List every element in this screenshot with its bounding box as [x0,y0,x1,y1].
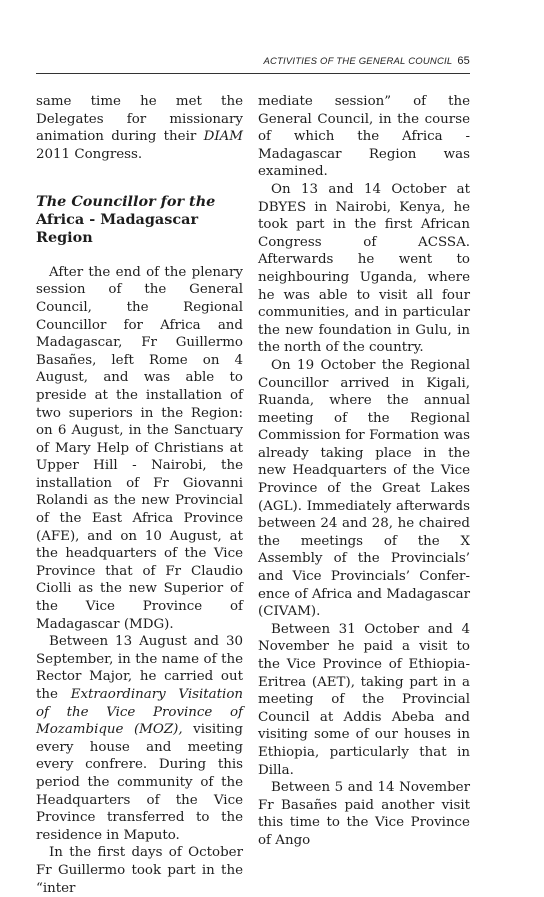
right-column [258,93,470,850]
visitation-emphasis: Extraordinary Visitation of the Vice Province of Mozambique (MOZ), [36,687,244,738]
paragraph: Between 5 and 14 November Fr Basañes paid another visit this time to the Vice Province of Ango [258,780,470,848]
paragraph-continued: mediate session” of the General Council, in the course of which the Africa - Madagascar Region was examined. [258,94,470,180]
paragraph: Between 31 October and 4 November he paid a visit to the Vice Province of Ethiopia-Eritrea (AET), taking part in a meeting of the Provincial Council at Addis Abeba and visiting some of our houses in Ethiopia, particularly that in Dilla. [258,621,470,778]
paragraph-text: 2011 Congress. [36,146,143,162]
paragraph-continued [36,93,243,163]
page-number: 65 [457,55,470,67]
running-header [36,55,470,74]
running-title: ACTIVITIES OF THE GENERAL COUNCIL [263,56,453,67]
section-heading-line2: Africa - Madagascar Region [36,210,199,246]
section-heading [36,193,243,246]
paragraph: On 13 and 14 October at DBYES in Nairobi, Kenya, he took part in the first African Congress of ACSSA. Afterwards he went to neighbouring Uganda, where he was able to visit all four communities, and in particular the new foundation in Gulu, in the north of the country. [258,181,470,356]
paragraph-text: Between 13 August and 30 September, in the name of the Rector Major, he carried out the [36,634,243,702]
left-column [36,93,243,897]
section-heading-line1: The Councillor for the [36,193,216,211]
diam-emphasis: DIAM [203,129,243,145]
paragraph-text: same time he met the Delegates for missionary animation during their [36,94,243,145]
paragraph: In the first days of October Fr Guillermo took part in the “inter [36,845,243,896]
paragraph: After the end of the plenary session of the General Council, the Regional Councillor for Africa and Madagascar, Fr Guillermo Basañes, left Rome on 4 August, and was able to preside at the installation of two superiors in the Region: on 6 August, in the Sanctuary of Mary Help of Christians at Upper Hill - Nairobi, the installation of Fr Giovanni Rolandi as the new Provincial of the East Africa Province (AFE), and on 10 August, at the headquarters of the Vice Province that of Fr Claudio Ciolli as the new Superior of the Vice Province of Madagascar (MDG). [36,264,243,632]
paragraph: On 19 October the Regional Councillor arrived in Kigali, Ruanda, where the annual meeting of the Regional Commission for Formation was already taking place in the new Headquarters of the Vice Province of the Great Lakes (AGL). Immediately afterwards between 24 and 28, he chaired the meetings of the X Assembly of the Provincials’ and Vice Provincials’ Conference of Africa and Madagascar (CIVAM). [258,357,470,620]
paragraph [36,633,243,844]
paragraph-text: visiting every house and meeting every confrere. During this period the community of the Headquarters of the Vice Province transferred to the residence in Maputo. [36,722,243,843]
